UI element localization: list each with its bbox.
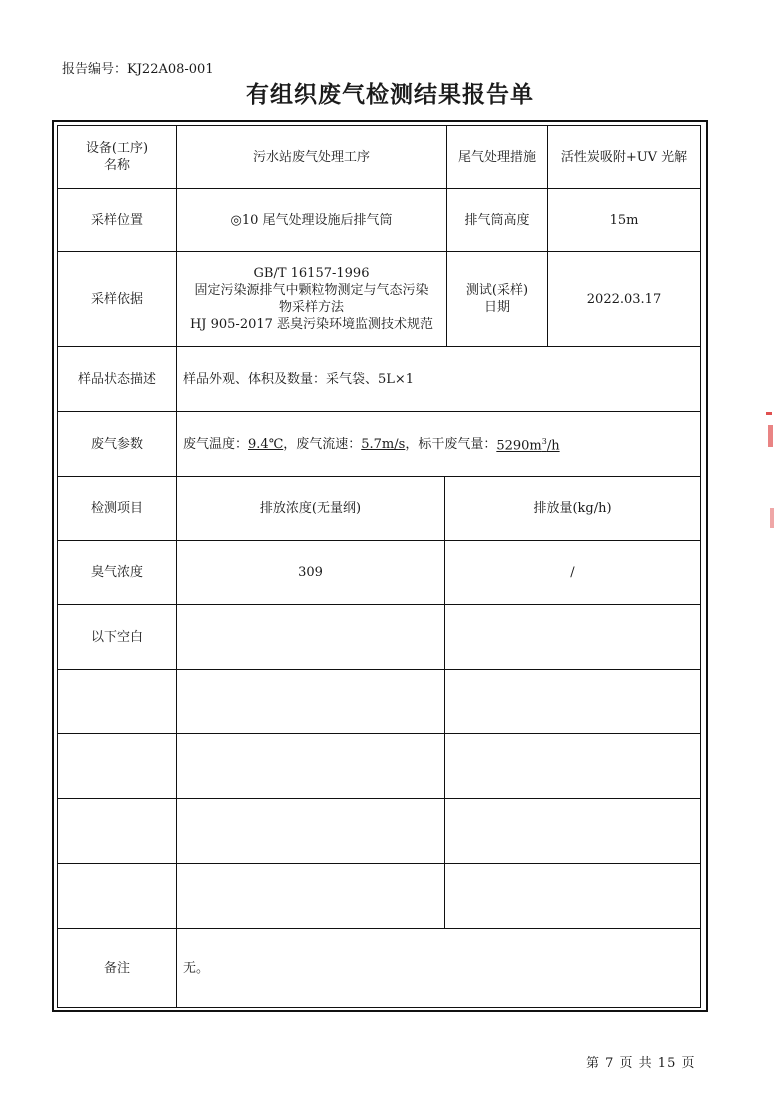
equipment-value: 污水站废气处理工序 bbox=[252, 149, 370, 165]
page-number: 第 7 页 共 15 页 bbox=[586, 1056, 696, 1071]
sampling-position-value: ◎10 尾气处理设施后排气筒 bbox=[230, 212, 393, 228]
page-title: 有组织废气检测结果报告单 bbox=[246, 82, 534, 108]
test-item-header: 检测项目 bbox=[90, 501, 143, 516]
remarks-label: 备注 bbox=[103, 960, 130, 976]
flow-superscript: 3 bbox=[541, 437, 547, 447]
row-divider bbox=[58, 669, 700, 670]
speed-label: ，废气流速： bbox=[283, 436, 362, 452]
temp-value: 9.4℃ bbox=[248, 436, 284, 452]
row-divider bbox=[58, 798, 700, 799]
odor-emission: / bbox=[570, 565, 575, 580]
test-date-label bbox=[447, 252, 547, 346]
flow-number: 5290m bbox=[496, 438, 542, 454]
row-divider bbox=[58, 733, 700, 734]
treatment-value: 活性炭吸附+UV 光解 bbox=[560, 149, 688, 165]
result-table bbox=[57, 125, 701, 1008]
test-date-value: 2022.03.17 bbox=[586, 291, 662, 307]
exhaust-params-value bbox=[177, 412, 700, 476]
concentration-header: 排放浓度(无量纲) bbox=[259, 501, 362, 516]
flow-value bbox=[496, 433, 559, 454]
equipment-label-line2: 名称 bbox=[103, 158, 130, 173]
seal-edge-mark bbox=[770, 508, 774, 528]
basis-line: GB/T 16157-1996 bbox=[253, 266, 370, 281]
emission-header: 排放量(kg/h) bbox=[533, 501, 612, 516]
basis-line: 固定污染源排气中颗粒物测定与气态污染 bbox=[194, 283, 429, 298]
seal-edge-mark bbox=[766, 412, 772, 415]
test-date-label-line1: 测试(采样) bbox=[465, 283, 529, 298]
report-number: 报告编号：KJ22A08-001 bbox=[62, 62, 214, 77]
basis-line: HJ 905-2017 恶臭污染环境监测技术规范 bbox=[189, 317, 434, 332]
seal-edge-mark bbox=[768, 425, 773, 447]
stack-height-label: 排气筒高度 bbox=[464, 212, 530, 228]
odor-label: 臭气浓度 bbox=[90, 565, 143, 580]
speed-value: 5.7m/s bbox=[361, 436, 406, 452]
stack-height-value: 15m bbox=[609, 212, 639, 228]
odor-concentration: 309 bbox=[298, 565, 323, 580]
exhaust-params-label: 废气参数 bbox=[90, 436, 143, 452]
flow-label: ，标干废气量： bbox=[405, 436, 497, 452]
test-date-label-line2: 日期 bbox=[483, 300, 510, 315]
remarks-value: 无。 bbox=[183, 960, 210, 976]
sampling-position-label: 采样位置 bbox=[90, 212, 143, 228]
row-divider bbox=[58, 863, 700, 864]
treatment-label: 尾气处理措施 bbox=[457, 149, 536, 165]
basis-line: 物采样方法 bbox=[278, 300, 344, 315]
flow-unit: /h bbox=[546, 438, 560, 454]
blank-below-label: 以下空白 bbox=[90, 629, 143, 645]
sample-state-label: 样品状态描述 bbox=[77, 371, 156, 387]
sampling-basis-label: 采样依据 bbox=[90, 291, 143, 307]
sample-state-value: 样品外观、体积及数量：采气袋、5L×1 bbox=[183, 371, 415, 387]
equipment-label-line1: 设备(工序) bbox=[85, 141, 149, 156]
equipment-label bbox=[58, 126, 176, 188]
sampling-basis-value bbox=[177, 252, 446, 346]
temp-label: 废气温度： bbox=[183, 436, 249, 452]
